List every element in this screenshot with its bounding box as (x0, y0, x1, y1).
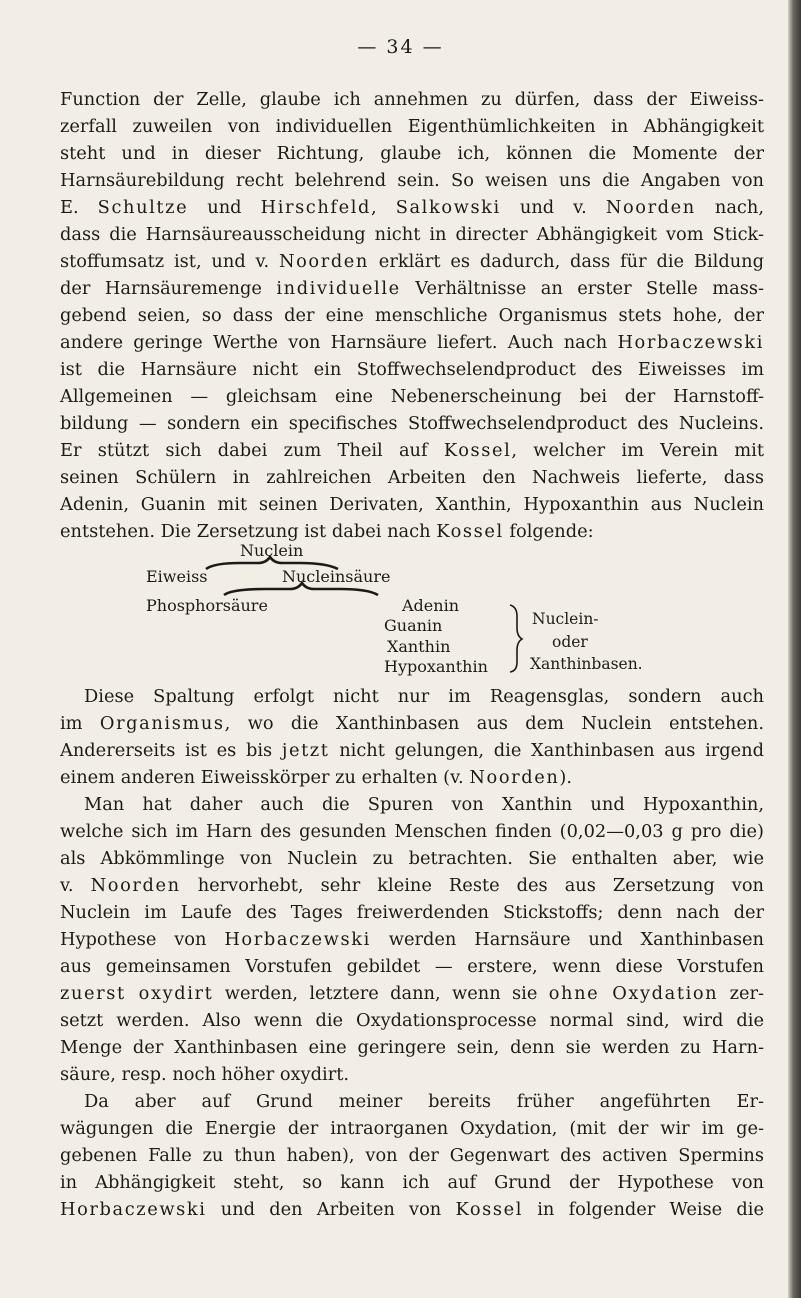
text-line: bildung — sondern ein specifisches Stoffwechselendproduct des Nucleins. (60, 413, 764, 434)
text-line: Nuclein im Laufe des Tages freiwerdenden Stickstoffs; denn nach der (60, 902, 764, 923)
text-line: E. Schultze und Hirschfeld, Salkowski und v. Noorden nach, (60, 197, 764, 218)
scheme-base-label: Hypoxanthin (384, 657, 488, 676)
text-line: Horbaczewski und den Arbeiten von Kossel in folgender Weise die (60, 1199, 764, 1220)
author-name: Kossel (436, 521, 504, 542)
scheme-base-label: Guanin (384, 616, 443, 635)
page-number: — 34 — (357, 36, 444, 58)
author-name: Horbaczewski (224, 929, 371, 950)
emphasis: ohne Oxydation (548, 983, 719, 1004)
author-name: Horbaczewski (60, 1199, 207, 1220)
text-line: entstehen. Die Zersetzung ist dabei nach Kossel folgende: (60, 521, 594, 542)
author-name: Salkowski (395, 197, 501, 218)
author-name: Kossel (455, 1199, 524, 1220)
emphasis: zuerst oxydirt (60, 983, 214, 1004)
text-line: stoffumsatz ist, und v. Noorden erklärt es dadurch, dass für die Bildung (60, 251, 764, 272)
scheme-right-label: Nucleinsäure (282, 567, 391, 586)
text-line: andere geringe Werthe von Harnsäure liefert. Auch nach Horbaczewski (60, 332, 764, 353)
author-name: Schultze (97, 197, 189, 218)
text-line: im Organismus, wo die Xanthinbasen aus dem Nuclein entstehen. (60, 713, 764, 734)
author-name: Noorden (469, 767, 560, 788)
text-line: wägungen die Energie der intraorganen Oxydation, (mit der wir im ge- (60, 1118, 764, 1139)
text-line: Adenin, Guanin mit seinen Derivaten, Xanthin, Hypoxanthin aus Nuclein (60, 494, 764, 515)
scheme-result-label: Nuclein- (532, 610, 599, 628)
text-line: als Abkömmlinge von Nuclein zu betrachten. Sie enthalten aber, wie (60, 848, 764, 869)
scheme-base-label: Xanthin (387, 637, 451, 656)
emphasis: individuelle (276, 278, 401, 299)
text-line: ist die Harnsäure nicht ein Stoffwechselendproduct des Eiweisses im (60, 359, 764, 380)
emphasis: Organismus (99, 713, 225, 734)
author-name: Hirschfeld (260, 197, 371, 218)
text-line: steht und in dieser Richtung, glaube ich, können die Momente der (60, 143, 764, 164)
author-name: Horbaczewski (617, 332, 764, 353)
text-line: gebenen Falle zu thun haben), von der Gegenwart des activen Spermins (60, 1145, 764, 1166)
text-line: Allgemeinen — gleichsam eine Nebenerscheinung bei der Harnstoff- (60, 386, 764, 407)
text-line: welche sich im Harn des gesunden Menschen finden (0,02—0,03 g pro die) (60, 821, 764, 842)
text-line: Hypothese von Horbaczewski werden Harnsäure und Xanthinbasen (60, 929, 764, 950)
text-line: zerfall zuweilen von individuellen Eigenthümlichkeiten in Abhängigkeit (60, 116, 764, 137)
text-line: Andererseits ist es bis jetzt nicht gelungen, die Xanthinbasen aus irgend (60, 740, 764, 761)
scheme-base-label: Adenin (402, 596, 459, 615)
text-line: seinen Schülern in zahlreichen Arbeiten den Nachweis lieferte, dass (60, 467, 764, 488)
text-line: v. Noorden hervorhebt, sehr kleine Reste des aus Zersetzung von (60, 875, 764, 896)
scheme-acid-label: Phosphorsäure (146, 596, 268, 615)
text-line: in Abhängigkeit steht, so kann ich auf Grund der Hypothese von (60, 1172, 764, 1193)
emphasis: jetzt (281, 740, 330, 761)
scheme-result-label: oder (552, 633, 588, 651)
text-line: setzt werden. Also wenn die Oxydationsprocesse normal sind, wird die (60, 1010, 764, 1031)
author-name: Noorden (605, 197, 696, 218)
text-line: dass die Harnsäureausscheidung nicht in directer Abhängigkeit vom Stick- (60, 224, 764, 245)
text-line: Er stützt sich dabei zum Theil auf Kossel, welcher im Verein mit (60, 440, 764, 461)
scheme-result-label: Xanthinbasen. (530, 655, 643, 673)
author-name: Kossel (443, 440, 512, 461)
text-line: säure, resp. noch höher oxydirt. (60, 1064, 349, 1085)
author-name: Noorden (90, 875, 181, 896)
text-line: der Harnsäuremenge individuelle Verhältnisse an erster Stelle mass- (60, 278, 764, 299)
text-line: Harnsäurebildung recht belehrend sein. So weisen uns die Angaben von (60, 170, 764, 191)
brace-right (510, 605, 522, 672)
text-line: zuerst oxydirt werden, letztere dann, wenn sie ohne Oxydation zer- (60, 983, 764, 1004)
text-line: Da aber auf Grund meiner bereits früher angeführten Er- (84, 1091, 764, 1112)
text-line: Diese Spaltung erfolgt nicht nur im Reagensglas, sondern auch (84, 686, 764, 707)
page-edge (788, 0, 801, 1298)
text-line: Menge der Xanthinbasen eine geringere sein, denn sie werden zu Harn- (60, 1037, 764, 1058)
text-line: einem anderen Eiweisskörper zu erhalten (v. Noorden). (60, 767, 572, 788)
scheme-root-label: Nuclein (240, 541, 304, 560)
text-line: Man hat daher auch die Spuren von Xanthin und Hypoxanthin, (84, 794, 764, 815)
text-line: Function der Zelle, glaube ich annehmen zu dürfen, dass der Eiweiss- (60, 89, 764, 110)
scheme-left-label: Eiweiss (146, 567, 208, 586)
text-line: gebend seien, so dass der eine menschliche Organismus stets hohe, der (60, 305, 764, 326)
text-line: aus gemeinsamen Vorstufen gebildet — erstere, wenn diese Vorstufen (60, 956, 764, 977)
author-name: Noorden (278, 251, 369, 272)
